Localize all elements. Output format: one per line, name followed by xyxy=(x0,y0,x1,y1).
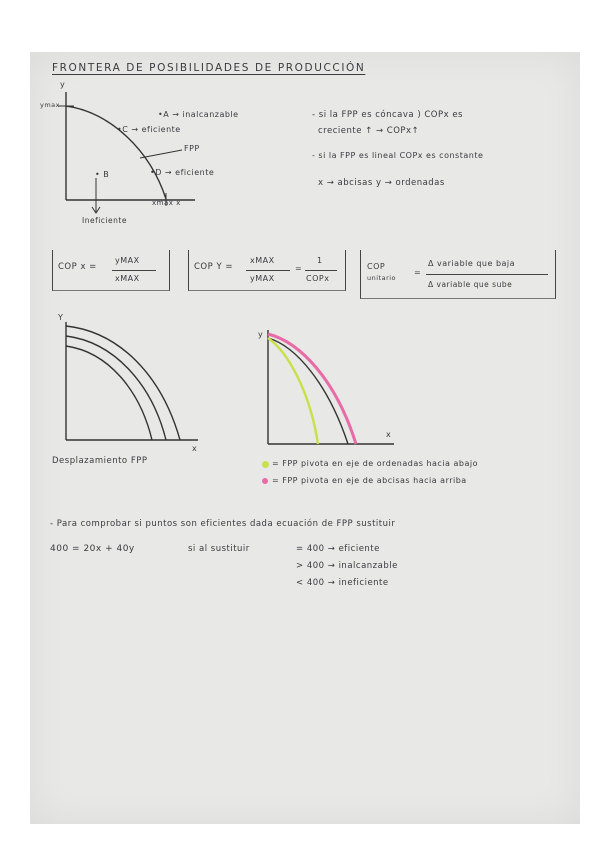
page-title: FRONTERA DE POSIBILIDADES DE PRODUCCIÓN xyxy=(52,62,366,74)
legend-pink-swatch xyxy=(262,478,268,484)
copy-numerator-2: 1 xyxy=(317,256,323,265)
note-line-3: - si la FPP es lineal COPx es constante xyxy=(312,151,484,160)
copy-equals: = xyxy=(295,264,303,273)
copu-label-2: unitario xyxy=(367,274,397,282)
copy-denominator-2: COPx xyxy=(306,274,330,283)
graph2-x-label: x xyxy=(192,444,198,453)
legend-pink-text: = FPP pivota en eje de abcisas hacia arriba xyxy=(272,476,467,485)
graph2-caption: Desplazamiento FPP xyxy=(52,456,148,466)
legend-yellow-text: = FPP pivota en eje de ordenadas hacia abajo xyxy=(272,459,478,468)
copx-numerator: yMAX xyxy=(115,256,140,265)
graph1-y-label: y xyxy=(60,80,66,89)
graph3-base-curve xyxy=(268,338,348,444)
graph1-point-c: •C → eficiente xyxy=(117,125,181,134)
copu-numerator: Δ variable que baja xyxy=(428,259,516,268)
copu-denominator: Δ variable que sube xyxy=(428,280,513,289)
graph3-y-label: y xyxy=(258,330,264,339)
note-line-2: creciente ↑ → COPx↑ xyxy=(318,126,420,136)
graph1-point-d: •D → eficiente xyxy=(150,168,215,177)
graph3-x-label: x xyxy=(386,430,392,439)
check-result-unreachable: > 400 → inalcanzable xyxy=(296,561,398,571)
check-equation: 400 = 20x + 40y xyxy=(50,544,135,554)
copy-numerator: xMAX xyxy=(250,256,275,265)
note-line-1: - si la FPP es cóncava ) COPx es xyxy=(312,110,463,120)
graph1-point-a: •A → inalcanzable xyxy=(158,110,239,119)
copy-denominator: yMAX xyxy=(250,274,275,283)
copy-label: COP Y = xyxy=(194,262,233,272)
graph1-ymax-label: ymax xyxy=(40,101,61,109)
graph1-point-b: • B xyxy=(95,170,110,179)
graph3-yellow-curve xyxy=(268,338,318,444)
check-instruction: - Para comprobar si puntos son eficientes dada ecuación de FPP sustituir xyxy=(50,519,396,529)
graph1-xmax-label: xmax x xyxy=(152,199,181,207)
graph1-ineficiente-label: Ineficiente xyxy=(82,216,127,225)
copu-equals: = xyxy=(414,268,422,277)
copx-label: COP x = xyxy=(58,262,97,272)
legend-yellow-swatch xyxy=(262,461,269,468)
note-line-4: x → abcisas y → ordenadas xyxy=(318,178,445,188)
copu-label-1: COP xyxy=(367,262,386,271)
graph2-y-label: Y xyxy=(58,313,64,322)
check-result-inefficient: < 400 → ineficiente xyxy=(296,578,389,588)
graph1-fpp-label: FPP xyxy=(184,144,200,153)
check-result-efficient: = 400 → eficiente xyxy=(296,544,380,554)
check-condition: si al sustituir xyxy=(188,544,250,554)
copx-denominator: xMAX xyxy=(115,274,140,283)
